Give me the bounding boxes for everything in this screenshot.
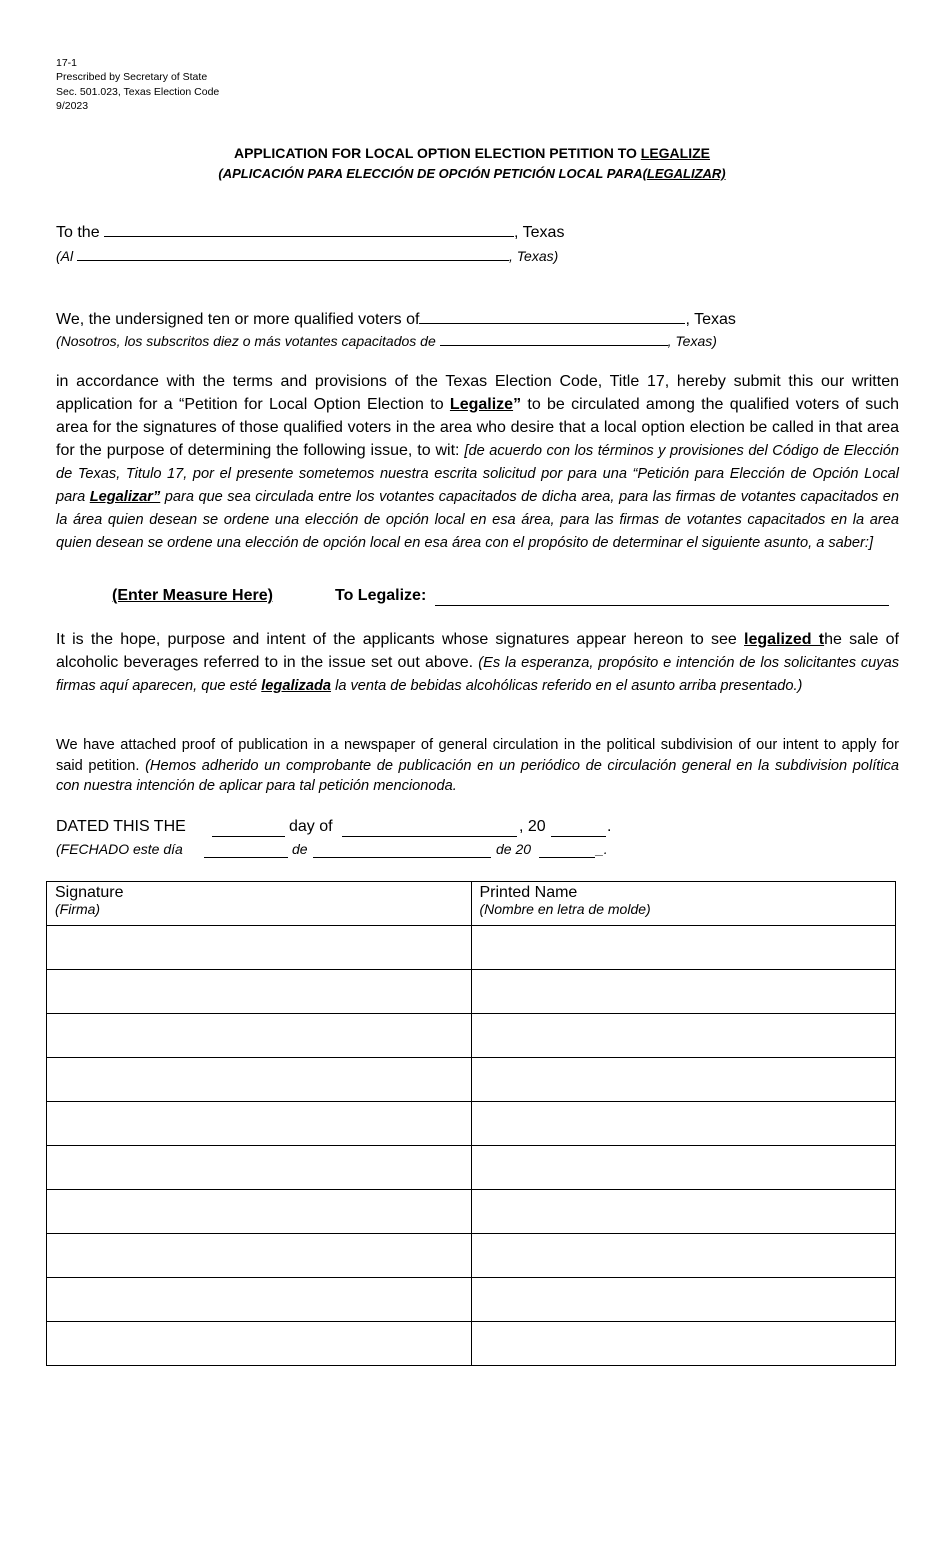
- dated-label: DATED THIS THE: [56, 818, 186, 835]
- printed-name-cell[interactable]: [471, 970, 896, 1014]
- to-line-spanish: [56, 246, 558, 264]
- title-english: [0, 145, 944, 161]
- table-row: [47, 1322, 896, 1366]
- table-row: [47, 1278, 896, 1322]
- voters-line-spanish: [56, 331, 717, 349]
- enter-measure-label: (Enter Measure Here): [112, 587, 273, 604]
- hope-es-part1: (Es la esperanza, propósito e intención de los solicitantes cuyas firmas aquí aparecen, que esté: [56, 655, 899, 694]
- proof-en: We have attached proof of publication in a newspaper of general circulation in the political subdivision of our intent to apply for said petition.: [56, 737, 899, 774]
- signature-column-header: [47, 882, 472, 926]
- dated-line-english: [56, 818, 186, 836]
- printed-name-column-header: [471, 882, 896, 926]
- signature-cell[interactable]: [47, 1278, 472, 1322]
- main-es-part2: para que sea circulada entre los votantes capacitados de dicha area, para las firmas de votantes capacitados en la área quien desean se ordene una elección de opción local en esa área, para las firmas de votantes capacitados en la area quien desean se ordene una elección de opción local en esa área con el propósito de determinar el siguiente asunto, a saber:]: [56, 489, 899, 551]
- hope-en-part2: he sale of alcoholic beverages referred to in the issue set out above.: [56, 631, 899, 671]
- to-suffix: , Texas: [514, 224, 565, 241]
- printed-name-cell[interactable]: [471, 1014, 896, 1058]
- county-blank-field[interactable]: [104, 222, 514, 237]
- signature-header-english: Signature: [55, 884, 124, 901]
- signature-table: [46, 881, 896, 1366]
- printed-name-cell[interactable]: [471, 926, 896, 970]
- signature-cell[interactable]: [47, 1234, 472, 1278]
- measure-blank-field[interactable]: [435, 605, 889, 606]
- al-label: (Al: [56, 248, 74, 264]
- title-spanish-prefix: (APLICACIÓN PARA ELECCIÓN DE OPCIÓN PETICIÓN LOCAL PARA(: [218, 166, 647, 181]
- proof-es: (Hemos adherido un comprobante de publicación en un periódico de circulación general en la subdivision política con nuestra intención de aplicar para tal petición mencionoda.: [56, 757, 899, 795]
- day-blank-field-spanish[interactable]: [204, 857, 288, 858]
- main-en-quote: ”: [513, 396, 522, 413]
- printed-name-cell[interactable]: [471, 1322, 896, 1366]
- printed-name-cell[interactable]: [471, 1278, 896, 1322]
- dated-period: .: [607, 818, 612, 835]
- day-of-label: day of: [289, 818, 333, 835]
- signature-cell[interactable]: [47, 1190, 472, 1234]
- de-label: de: [292, 841, 308, 857]
- al-suffix: , Texas): [509, 248, 559, 264]
- table-row: [47, 970, 896, 1014]
- table-row: [47, 1014, 896, 1058]
- title-english-prefix: APPLICATION FOR LOCAL OPTION ELECTION PETITION TO: [233, 145, 641, 161]
- voters-label-spanish: (Nosotros, los subscritos diez o más votantes capacitados de: [56, 333, 436, 349]
- to-legalize-label: To Legalize:: [335, 587, 427, 604]
- printed-name-cell[interactable]: [471, 1146, 896, 1190]
- hope-en-part1: It is the hope, purpose and intent of the applicants whose signatures appear hereon to see: [56, 631, 744, 648]
- main-en-emph: Legalize: [449, 396, 514, 413]
- area-blank-field[interactable]: [419, 309, 685, 324]
- form-date: 9/2023: [56, 100, 89, 113]
- table-row: [47, 1058, 896, 1102]
- main-en-part1: in accordance with the terms and provisions of the Texas Election Code, Title 17, hereby submit this our written application for a “Petition for Local Option Election to: [56, 373, 899, 413]
- form-header: [56, 56, 219, 114]
- to-label: To the: [56, 224, 100, 241]
- to-legalize-line: [335, 587, 426, 605]
- day-blank-field[interactable]: [212, 836, 285, 837]
- main-en-part2: to be circulated among the qualified voters of such area for the signatures of those qualified voters in the area who desire that a local option election be called in that area for the purpose of determining the following issue, to wit:: [56, 396, 899, 459]
- table-row: [47, 1190, 896, 1234]
- signature-cell[interactable]: [47, 1058, 472, 1102]
- printed-name-header-spanish: (Nombre en letra de molde): [479, 901, 651, 917]
- prescribed-by: Prescribed by Secretary of State: [56, 71, 208, 84]
- dated-label-spanish: (FECHADO este día: [56, 841, 183, 857]
- hope-es-part2: la venta de bebidas alcohólicas referido en el asunto arriba presentado.): [331, 678, 803, 694]
- main-es-emph: Legalizar”: [89, 489, 161, 505]
- county-blank-field-spanish[interactable]: [77, 246, 509, 261]
- voters-suffix: , Texas: [685, 311, 736, 328]
- area-blank-field-spanish[interactable]: [440, 331, 668, 346]
- proof-paragraph: [56, 735, 899, 797]
- election-code-section: Sec. 501.023, Texas Election Code: [56, 85, 220, 98]
- table-row: [47, 1102, 896, 1146]
- voters-label: We, the undersigned ten or more qualified voters of: [56, 311, 420, 328]
- hope-en-emph: legalized t: [744, 631, 825, 648]
- month-blank-field[interactable]: [342, 836, 517, 837]
- table-row: [47, 926, 896, 970]
- to-line-english: [56, 222, 564, 242]
- main-paragraph: [56, 370, 899, 554]
- signature-cell[interactable]: [47, 1102, 472, 1146]
- signature-header-spanish: (Firma): [55, 901, 101, 917]
- signature-cell[interactable]: [47, 1322, 472, 1366]
- signature-cell[interactable]: [47, 1014, 472, 1058]
- signature-cell[interactable]: [47, 970, 472, 1014]
- main-es-part1: [de acuerdo con los términos y provisiones del Código de Elección de Texas, Titulo 17, por el presente sometemos nuestra escrita solicitud por para una “Petición para Elección de Opción Local para: [56, 443, 899, 505]
- table-row: [47, 1146, 896, 1190]
- table-row: [47, 1234, 896, 1278]
- voters-suffix-spanish: , Texas): [667, 333, 717, 349]
- title-english-emph: LEGALIZE: [640, 145, 711, 161]
- form-number: 17-1: [56, 57, 78, 69]
- signature-table-header: [47, 882, 896, 926]
- hope-paragraph: [56, 628, 899, 697]
- printed-name-cell[interactable]: [471, 1102, 896, 1146]
- de-20-label: de 20: [496, 841, 532, 857]
- title-spanish: [0, 166, 944, 181]
- printed-name-header-english: Printed Name: [479, 884, 578, 901]
- voters-line-english: [56, 309, 736, 329]
- signature-cell[interactable]: [47, 926, 472, 970]
- signature-cell[interactable]: [47, 1146, 472, 1190]
- measure-line: [112, 587, 273, 605]
- printed-name-cell[interactable]: [471, 1234, 896, 1278]
- hope-es-emph: legalizada: [261, 678, 332, 694]
- year-label: , 20: [519, 818, 546, 835]
- year-blank-field[interactable]: [551, 836, 606, 837]
- title-spanish-emph: LEGALIZAR): [646, 166, 726, 181]
- printed-name-cell[interactable]: [471, 1058, 896, 1102]
- printed-name-cell[interactable]: [471, 1190, 896, 1234]
- dated-period-spanish: _.: [596, 841, 608, 857]
- year-blank-field-spanish[interactable]: [539, 857, 595, 858]
- month-blank-field-spanish[interactable]: [313, 857, 491, 858]
